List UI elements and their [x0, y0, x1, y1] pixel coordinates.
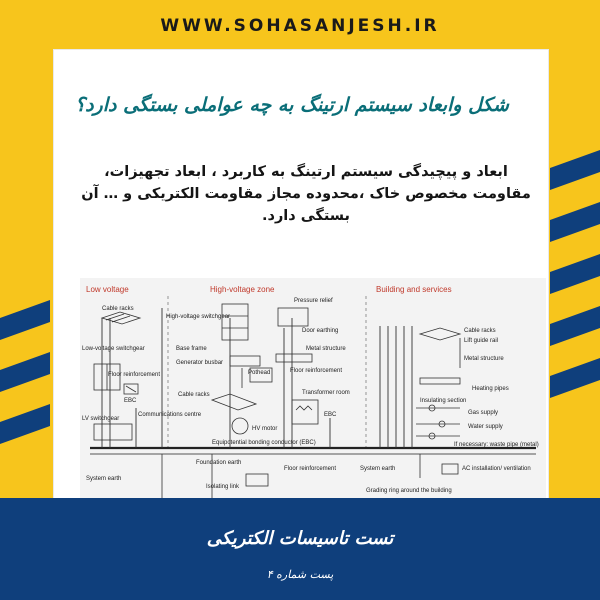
label-isolating-link: Isolating link — [206, 484, 240, 490]
top-banner — [0, 0, 600, 56]
zone-building: Building and services — [376, 285, 452, 294]
ebc-label: Equipotential bonding conductor (EBC) — [212, 440, 316, 446]
label-metal-structure-mid: Metal structure — [306, 346, 346, 352]
label-base-frame: Base frame — [176, 346, 207, 352]
label-water-supply: Water supply — [468, 424, 503, 430]
zone-high-voltage: High-voltage zone — [210, 285, 275, 294]
label-heating-pipes: Heating pipes — [472, 386, 509, 392]
label-lv-switchgear-stack: Low-voltage switchgear — [82, 346, 145, 352]
label-transformer-room: Transformer room — [302, 390, 350, 396]
label-insulating-section: Insulating section — [420, 398, 467, 404]
decorative-stripes-left — [0, 300, 50, 450]
card-title: شکل وابعاد سیستم ارتینگ به چه عواملی بستگی دارد؟ — [75, 94, 509, 116]
label-pothead: Pothead — [248, 370, 271, 376]
label-communications-centre: Communications centre — [138, 412, 202, 418]
label-gas-supply: Gas supply — [468, 410, 499, 416]
label-ac-installation: AC installation/ ventilation — [462, 466, 531, 472]
label-metal-structure-right: Metal structure — [464, 356, 504, 362]
label-cable-racks-left: Cable racks — [102, 306, 134, 312]
label-hv-motor: HV motor — [252, 426, 278, 432]
label-pressure-relief: Pressure relief — [294, 298, 333, 304]
decorative-stripes-right — [550, 150, 600, 410]
label-cable-racks-right: Cable racks — [464, 328, 496, 334]
footer-title: تست تاسیسات الکتریکی — [206, 528, 394, 549]
label-foundation-earth: Foundation earth — [196, 460, 242, 466]
label-generator-busbar: Generator busbar — [176, 360, 224, 366]
label-waste-pipe: If necessary: waste pipe (metal) — [454, 442, 539, 448]
label-door-earthing: Door earthing — [302, 328, 339, 334]
footer-banner — [0, 498, 600, 600]
label-lv-switchgear: LV switchgear — [82, 416, 120, 422]
label-hv-switchgear: High-voltage switchgear — [166, 314, 231, 320]
footer-subtitle: پست شماره ۴ — [266, 568, 334, 581]
label-cable-racks-mid: Cable racks — [178, 392, 210, 398]
content-card — [54, 50, 548, 498]
label-grading-ring: Grading ring around the building — [366, 488, 452, 494]
card-body: ابعاد و پیچیدگی سیستم ارتینگ به کاربرد ، ابعاد تجهیزات، مقاومت مخصوص خاک ،محدوده مجاز مقاومت الکتریکی و … آن بستگی دارد. — [81, 164, 531, 224]
label-floor-reinforcement-bottom: Floor reinforcement — [284, 466, 337, 472]
site-url[interactable]: WWW.SOHASANJESH.IR — [160, 16, 440, 36]
label-system-earth-left: System earth — [86, 476, 122, 482]
label-ebc-mid: EBC — [324, 412, 337, 418]
label-floor-reinforcement-left: Floor reinforcement — [108, 372, 161, 378]
label-floor-reinforcement-mid: Floor reinforcement — [290, 368, 343, 374]
label-system-earth-right: System earth — [360, 466, 396, 472]
label-lift-guide: Lift guide rail — [464, 338, 499, 344]
label-ebc-left: EBC — [124, 398, 137, 404]
zone-low-voltage: Low voltage — [86, 285, 129, 294]
